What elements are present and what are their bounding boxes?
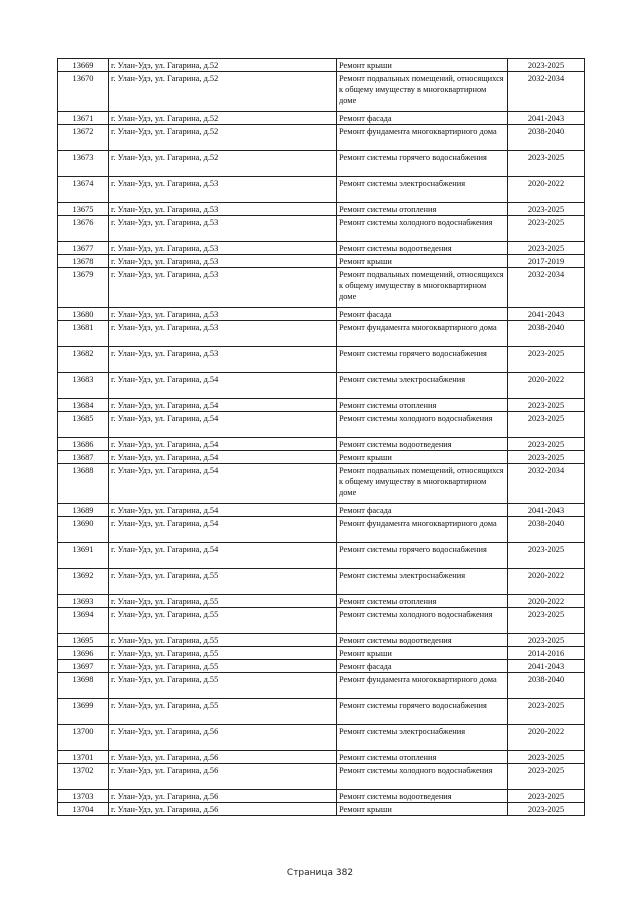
row-number-cell: 13678 (58, 255, 109, 268)
address-cell: г. Улан-Удэ, ул. Гагарина, д.54 (109, 451, 337, 464)
work-type-cell: Ремонт системы холодного водоснабжения (337, 412, 508, 438)
row-number-cell: 13683 (58, 373, 109, 399)
row-number-cell: 13697 (58, 660, 109, 673)
period-cell: 2023-2025 (508, 790, 585, 803)
address-cell: г. Улан-Удэ, ул. Гагарина, д.53 (109, 308, 337, 321)
period-cell: 2023-2025 (508, 751, 585, 764)
period-cell: 2023-2025 (508, 764, 585, 790)
work-type-cell: Ремонт системы горячего водоснабжения (337, 543, 508, 569)
period-cell: 2041-2043 (508, 660, 585, 673)
period-cell: 2020-2022 (508, 725, 585, 751)
period-cell: 2038-2040 (508, 673, 585, 699)
row-number-cell: 13700 (58, 725, 109, 751)
row-number-cell: 13679 (58, 268, 109, 308)
period-cell: 2041-2043 (508, 308, 585, 321)
work-type-cell: Ремонт подвальных помещений, относящихся к общему имуществу в многоквартирном доме (337, 268, 508, 308)
work-type-cell: Ремонт системы электроснабжения (337, 373, 508, 399)
address-cell: г. Улан-Удэ, ул. Гагарина, д.54 (109, 373, 337, 399)
work-type-cell: Ремонт системы водоотведения (337, 242, 508, 255)
address-cell: г. Улан-Удэ, ул. Гагарина, д.54 (109, 517, 337, 543)
row-number-cell: 13685 (58, 412, 109, 438)
row-number-cell: 13699 (58, 699, 109, 725)
row-number-cell: 13689 (58, 504, 109, 517)
work-type-cell: Ремонт крыши (337, 451, 508, 464)
address-cell: г. Улан-Удэ, ул. Гагарина, д.55 (109, 647, 337, 660)
row-number-cell: 13673 (58, 151, 109, 177)
work-type-cell: Ремонт системы водоотведения (337, 438, 508, 451)
address-cell: г. Улан-Удэ, ул. Гагарина, д.52 (109, 72, 337, 112)
period-cell: 2041-2043 (508, 504, 585, 517)
address-cell: г. Улан-Удэ, ул. Гагарина, д.52 (109, 151, 337, 177)
repair-schedule-table (57, 58, 585, 816)
address-cell: г. Улан-Удэ, ул. Гагарина, д.53 (109, 268, 337, 308)
address-cell: г. Улан-Удэ, ул. Гагарина, д.56 (109, 751, 337, 764)
table-row (58, 543, 585, 569)
work-type-cell: Ремонт крыши (337, 647, 508, 660)
period-cell: 2032-2034 (508, 464, 585, 504)
row-number-cell: 13698 (58, 673, 109, 699)
table-row (58, 464, 585, 504)
work-type-cell: Ремонт системы отопления (337, 203, 508, 216)
work-type-cell: Ремонт системы электроснабжения (337, 569, 508, 595)
table-row (58, 438, 585, 451)
work-type-cell: Ремонт фасада (337, 112, 508, 125)
period-cell: 2023-2025 (508, 634, 585, 647)
table-row (58, 125, 585, 151)
row-number-cell: 13702 (58, 764, 109, 790)
period-cell: 2038-2040 (508, 125, 585, 151)
row-number-cell: 13701 (58, 751, 109, 764)
row-number-cell: 13695 (58, 634, 109, 647)
work-type-cell: Ремонт системы электроснабжения (337, 177, 508, 203)
row-number-cell: 13680 (58, 308, 109, 321)
row-number-cell: 13674 (58, 177, 109, 203)
work-type-cell: Ремонт системы горячего водоснабжения (337, 699, 508, 725)
row-number-cell: 13681 (58, 321, 109, 347)
table-row (58, 764, 585, 790)
row-number-cell: 13694 (58, 608, 109, 634)
row-number-cell: 13693 (58, 595, 109, 608)
period-cell: 2023-2025 (508, 151, 585, 177)
table-row (58, 72, 585, 112)
address-cell: г. Улан-Удэ, ул. Гагарина, д.54 (109, 412, 337, 438)
page-number: Страница 382 (286, 868, 354, 878)
work-type-cell: Ремонт системы отопления (337, 595, 508, 608)
table-row (58, 647, 585, 660)
row-number-cell: 13675 (58, 203, 109, 216)
row-number-cell: 13691 (58, 543, 109, 569)
work-type-cell: Ремонт фасада (337, 660, 508, 673)
period-cell: 2023-2025 (508, 543, 585, 569)
table-row (58, 412, 585, 438)
row-number-cell: 13669 (58, 59, 109, 72)
period-cell: 2038-2040 (508, 517, 585, 543)
work-type-cell: Ремонт фундамента многоквартирного дома (337, 673, 508, 699)
address-cell: г. Улан-Удэ, ул. Гагарина, д.54 (109, 543, 337, 569)
period-cell: 2020-2022 (508, 595, 585, 608)
row-number-cell: 13688 (58, 464, 109, 504)
period-cell: 2020-2022 (508, 373, 585, 399)
address-cell: г. Улан-Удэ, ул. Гагарина, д.55 (109, 699, 337, 725)
work-type-cell: Ремонт системы горячего водоснабжения (337, 151, 508, 177)
table-row (58, 699, 585, 725)
address-cell: г. Улан-Удэ, ул. Гагарина, д.53 (109, 216, 337, 242)
table-row (58, 59, 585, 72)
row-number-cell: 13703 (58, 790, 109, 803)
row-number-cell: 13672 (58, 125, 109, 151)
row-number-cell: 13692 (58, 569, 109, 595)
table-row (58, 725, 585, 751)
address-cell: г. Улан-Удэ, ул. Гагарина, д.53 (109, 177, 337, 203)
period-cell: 2023-2025 (508, 347, 585, 373)
row-number-cell: 13676 (58, 216, 109, 242)
address-cell: г. Улан-Удэ, ул. Гагарина, д.56 (109, 725, 337, 751)
period-cell: 2020-2022 (508, 177, 585, 203)
period-cell: 2023-2025 (508, 608, 585, 634)
address-cell: г. Улан-Удэ, ул. Гагарина, д.55 (109, 569, 337, 595)
table-row (58, 569, 585, 595)
row-number-cell: 13686 (58, 438, 109, 451)
table-row (58, 673, 585, 699)
row-number-cell: 13696 (58, 647, 109, 660)
address-cell: г. Улан-Удэ, ул. Гагарина, д.55 (109, 595, 337, 608)
table-row (58, 177, 585, 203)
work-type-cell: Ремонт системы водоотведения (337, 634, 508, 647)
table-row (58, 451, 585, 464)
work-type-cell: Ремонт фасада (337, 308, 508, 321)
address-cell: г. Улан-Удэ, ул. Гагарина, д.53 (109, 321, 337, 347)
work-type-cell: Ремонт системы отопления (337, 399, 508, 412)
address-cell: г. Улан-Удэ, ул. Гагарина, д.53 (109, 242, 337, 255)
table-row (58, 347, 585, 373)
row-number-cell: 13704 (58, 803, 109, 816)
period-cell: 2020-2022 (508, 569, 585, 595)
work-type-cell: Ремонт фундамента многоквартирного дома (337, 321, 508, 347)
work-type-cell: Ремонт крыши (337, 255, 508, 268)
work-type-cell: Ремонт фасада (337, 504, 508, 517)
period-cell: 2032-2034 (508, 72, 585, 112)
table-row (58, 751, 585, 764)
work-type-cell: Ремонт крыши (337, 59, 508, 72)
period-cell: 2023-2025 (508, 399, 585, 412)
period-cell: 2023-2025 (508, 438, 585, 451)
work-type-cell: Ремонт крыши (337, 803, 508, 816)
table-row (58, 112, 585, 125)
row-number-cell: 13687 (58, 451, 109, 464)
row-number-cell: 13690 (58, 517, 109, 543)
period-cell: 2023-2025 (508, 803, 585, 816)
address-cell: г. Улан-Удэ, ул. Гагарина, д.54 (109, 464, 337, 504)
table-row (58, 151, 585, 177)
work-type-cell: Ремонт подвальных помещений, относящихся к общему имуществу в многоквартирном доме (337, 464, 508, 504)
work-type-cell: Ремонт системы отопления (337, 751, 508, 764)
table-row (58, 399, 585, 412)
address-cell: г. Улан-Удэ, ул. Гагарина, д.52 (109, 125, 337, 151)
address-cell: г. Улан-Удэ, ул. Гагарина, д.53 (109, 255, 337, 268)
table-row (58, 321, 585, 347)
period-cell: 2023-2025 (508, 699, 585, 725)
address-cell: г. Улан-Удэ, ул. Гагарина, д.54 (109, 399, 337, 412)
period-cell: 2017-2019 (508, 255, 585, 268)
period-cell: 2023-2025 (508, 59, 585, 72)
work-type-cell: Ремонт фундамента многоквартирного дома (337, 517, 508, 543)
period-cell: 2023-2025 (508, 216, 585, 242)
row-number-cell: 13671 (58, 112, 109, 125)
table-row (58, 595, 585, 608)
table-row (58, 803, 585, 816)
address-cell: г. Улан-Удэ, ул. Гагарина, д.54 (109, 504, 337, 517)
address-cell: г. Улан-Удэ, ул. Гагарина, д.56 (109, 803, 337, 816)
table-row (58, 660, 585, 673)
period-cell: 2023-2025 (508, 451, 585, 464)
table-row (58, 790, 585, 803)
table-row (58, 608, 585, 634)
address-cell: г. Улан-Удэ, ул. Гагарина, д.52 (109, 59, 337, 72)
work-type-cell: Ремонт системы электроснабжения (337, 725, 508, 751)
address-cell: г. Улан-Удэ, ул. Гагарина, д.53 (109, 203, 337, 216)
address-cell: г. Улан-Удэ, ул. Гагарина, д.53 (109, 347, 337, 373)
work-type-cell: Ремонт системы горячего водоснабжения (337, 347, 508, 373)
work-type-cell: Ремонт подвальных помещений, относящихся к общему имуществу в многоквартирном доме (337, 72, 508, 112)
period-cell: 2014-2016 (508, 647, 585, 660)
period-cell: 2041-2043 (508, 112, 585, 125)
address-cell: г. Улан-Удэ, ул. Гагарина, д.56 (109, 764, 337, 790)
address-cell: г. Улан-Удэ, ул. Гагарина, д.56 (109, 790, 337, 803)
period-cell: 2023-2025 (508, 203, 585, 216)
work-type-cell: Ремонт системы холодного водоснабжения (337, 216, 508, 242)
table-row (58, 216, 585, 242)
period-cell: 2032-2034 (508, 268, 585, 308)
address-cell: г. Улан-Удэ, ул. Гагарина, д.55 (109, 608, 337, 634)
work-type-cell: Ремонт системы водоотведения (337, 790, 508, 803)
table-row (58, 242, 585, 255)
address-cell: г. Улан-Удэ, ул. Гагарина, д.55 (109, 673, 337, 699)
table-row (58, 268, 585, 308)
table-body (58, 59, 585, 816)
address-cell: г. Улан-Удэ, ул. Гагарина, д.52 (109, 112, 337, 125)
work-type-cell: Ремонт системы холодного водоснабжения (337, 608, 508, 634)
work-type-cell: Ремонт фундамента многоквартирного дома (337, 125, 508, 151)
table-row (58, 203, 585, 216)
period-cell: 2038-2040 (508, 321, 585, 347)
row-number-cell: 13670 (58, 72, 109, 112)
address-cell: г. Улан-Удэ, ул. Гагарина, д.54 (109, 438, 337, 451)
period-cell: 2023-2025 (508, 412, 585, 438)
table-row (58, 634, 585, 647)
table-row (58, 373, 585, 399)
period-cell: 2023-2025 (508, 242, 585, 255)
table-row (58, 504, 585, 517)
address-cell: г. Улан-Удэ, ул. Гагарина, д.55 (109, 634, 337, 647)
address-cell: г. Улан-Удэ, ул. Гагарина, д.55 (109, 660, 337, 673)
table-row (58, 308, 585, 321)
row-number-cell: 13677 (58, 242, 109, 255)
row-number-cell: 13684 (58, 399, 109, 412)
table-row (58, 517, 585, 543)
table-row (58, 255, 585, 268)
row-number-cell: 13682 (58, 347, 109, 373)
work-type-cell: Ремонт системы холодного водоснабжения (337, 764, 508, 790)
